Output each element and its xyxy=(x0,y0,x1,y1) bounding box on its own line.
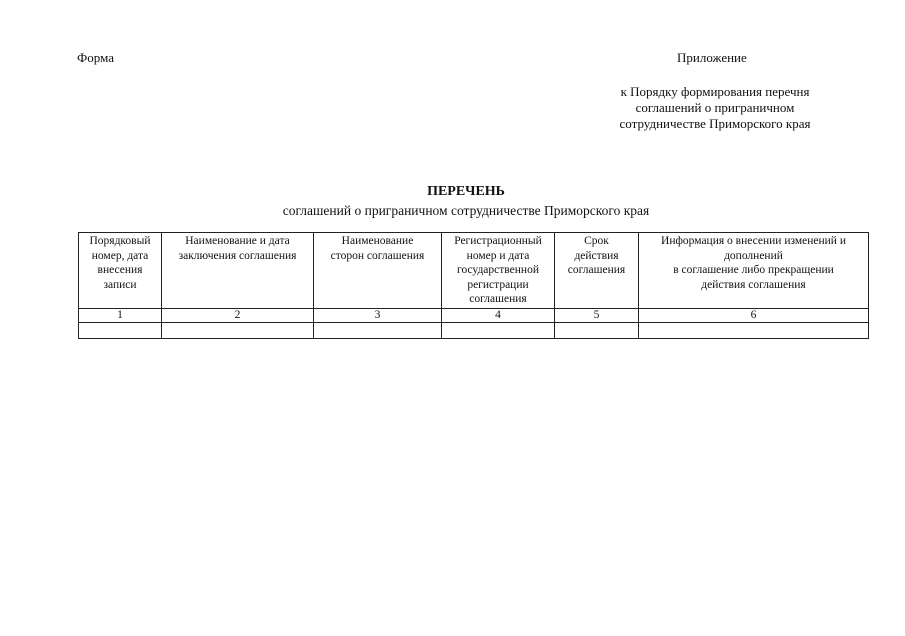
column-header-line: соглашения xyxy=(469,293,527,305)
column-header-line: Срок xyxy=(584,235,609,247)
column-number: 1 xyxy=(79,309,162,323)
column-header-line: государственной xyxy=(457,264,539,276)
appendix-title: Приложение xyxy=(677,50,747,65)
appendix-reference xyxy=(575,84,855,132)
column-number-row xyxy=(79,309,869,323)
column-header-line: Регистрационный xyxy=(454,235,542,247)
table-cell xyxy=(639,323,869,339)
column-header-line: действия соглашения xyxy=(701,278,806,291)
column-header-line: заключения соглашения xyxy=(178,249,297,262)
column-header-parties xyxy=(314,233,442,309)
column-number: 2 xyxy=(162,309,314,323)
appendix-reference-line: сотрудничестве Приморского края xyxy=(619,116,811,131)
column-header-registration xyxy=(442,233,555,309)
column-number: 3 xyxy=(314,309,442,323)
column-header-line: внесения xyxy=(97,264,143,276)
column-header-line: дополнений xyxy=(724,249,783,262)
table-cell xyxy=(162,323,314,339)
table-cell xyxy=(442,323,555,339)
column-header-line: в соглашение либо прекращении xyxy=(673,264,834,276)
table-row xyxy=(79,323,869,339)
column-header-line: Наименование xyxy=(341,235,414,247)
column-header-line: номер, дата xyxy=(91,249,149,262)
document-title: ПЕРЕЧЕНЬ xyxy=(427,184,505,199)
column-header-line: действия xyxy=(574,249,619,262)
column-number: 4 xyxy=(442,309,555,323)
document-subtitle: соглашений о приграничном сотрудничестве Приморского края xyxy=(282,203,650,218)
column-header-agreement-name xyxy=(162,233,314,309)
column-header-line: соглашения xyxy=(567,264,626,276)
appendix-reference-line: соглашений о приграничном xyxy=(635,100,795,115)
table-cell xyxy=(314,323,442,339)
appendix-reference-line: к Порядку формирования перечня xyxy=(620,84,810,99)
column-header-line: Информация о внесении изменений и xyxy=(661,235,846,247)
column-header-line: Наименование и дата xyxy=(185,235,290,247)
column-header-line: номер и дата xyxy=(466,249,530,262)
column-number: 5 xyxy=(555,309,639,323)
column-header-amendments-info xyxy=(639,233,869,309)
column-header-line: регистрации xyxy=(467,278,529,291)
agreements-table xyxy=(78,232,869,339)
column-number: 6 xyxy=(639,309,869,323)
table-header-row xyxy=(79,233,869,309)
column-header-line: записи xyxy=(103,278,137,291)
form-label: Форма xyxy=(77,50,114,65)
column-header-record-number xyxy=(79,233,162,309)
column-header-line: сторон соглашения xyxy=(330,249,425,262)
column-header-line: Порядковый xyxy=(89,235,151,247)
column-header-validity-period xyxy=(555,233,639,309)
table-cell xyxy=(79,323,162,339)
table-cell xyxy=(555,323,639,339)
